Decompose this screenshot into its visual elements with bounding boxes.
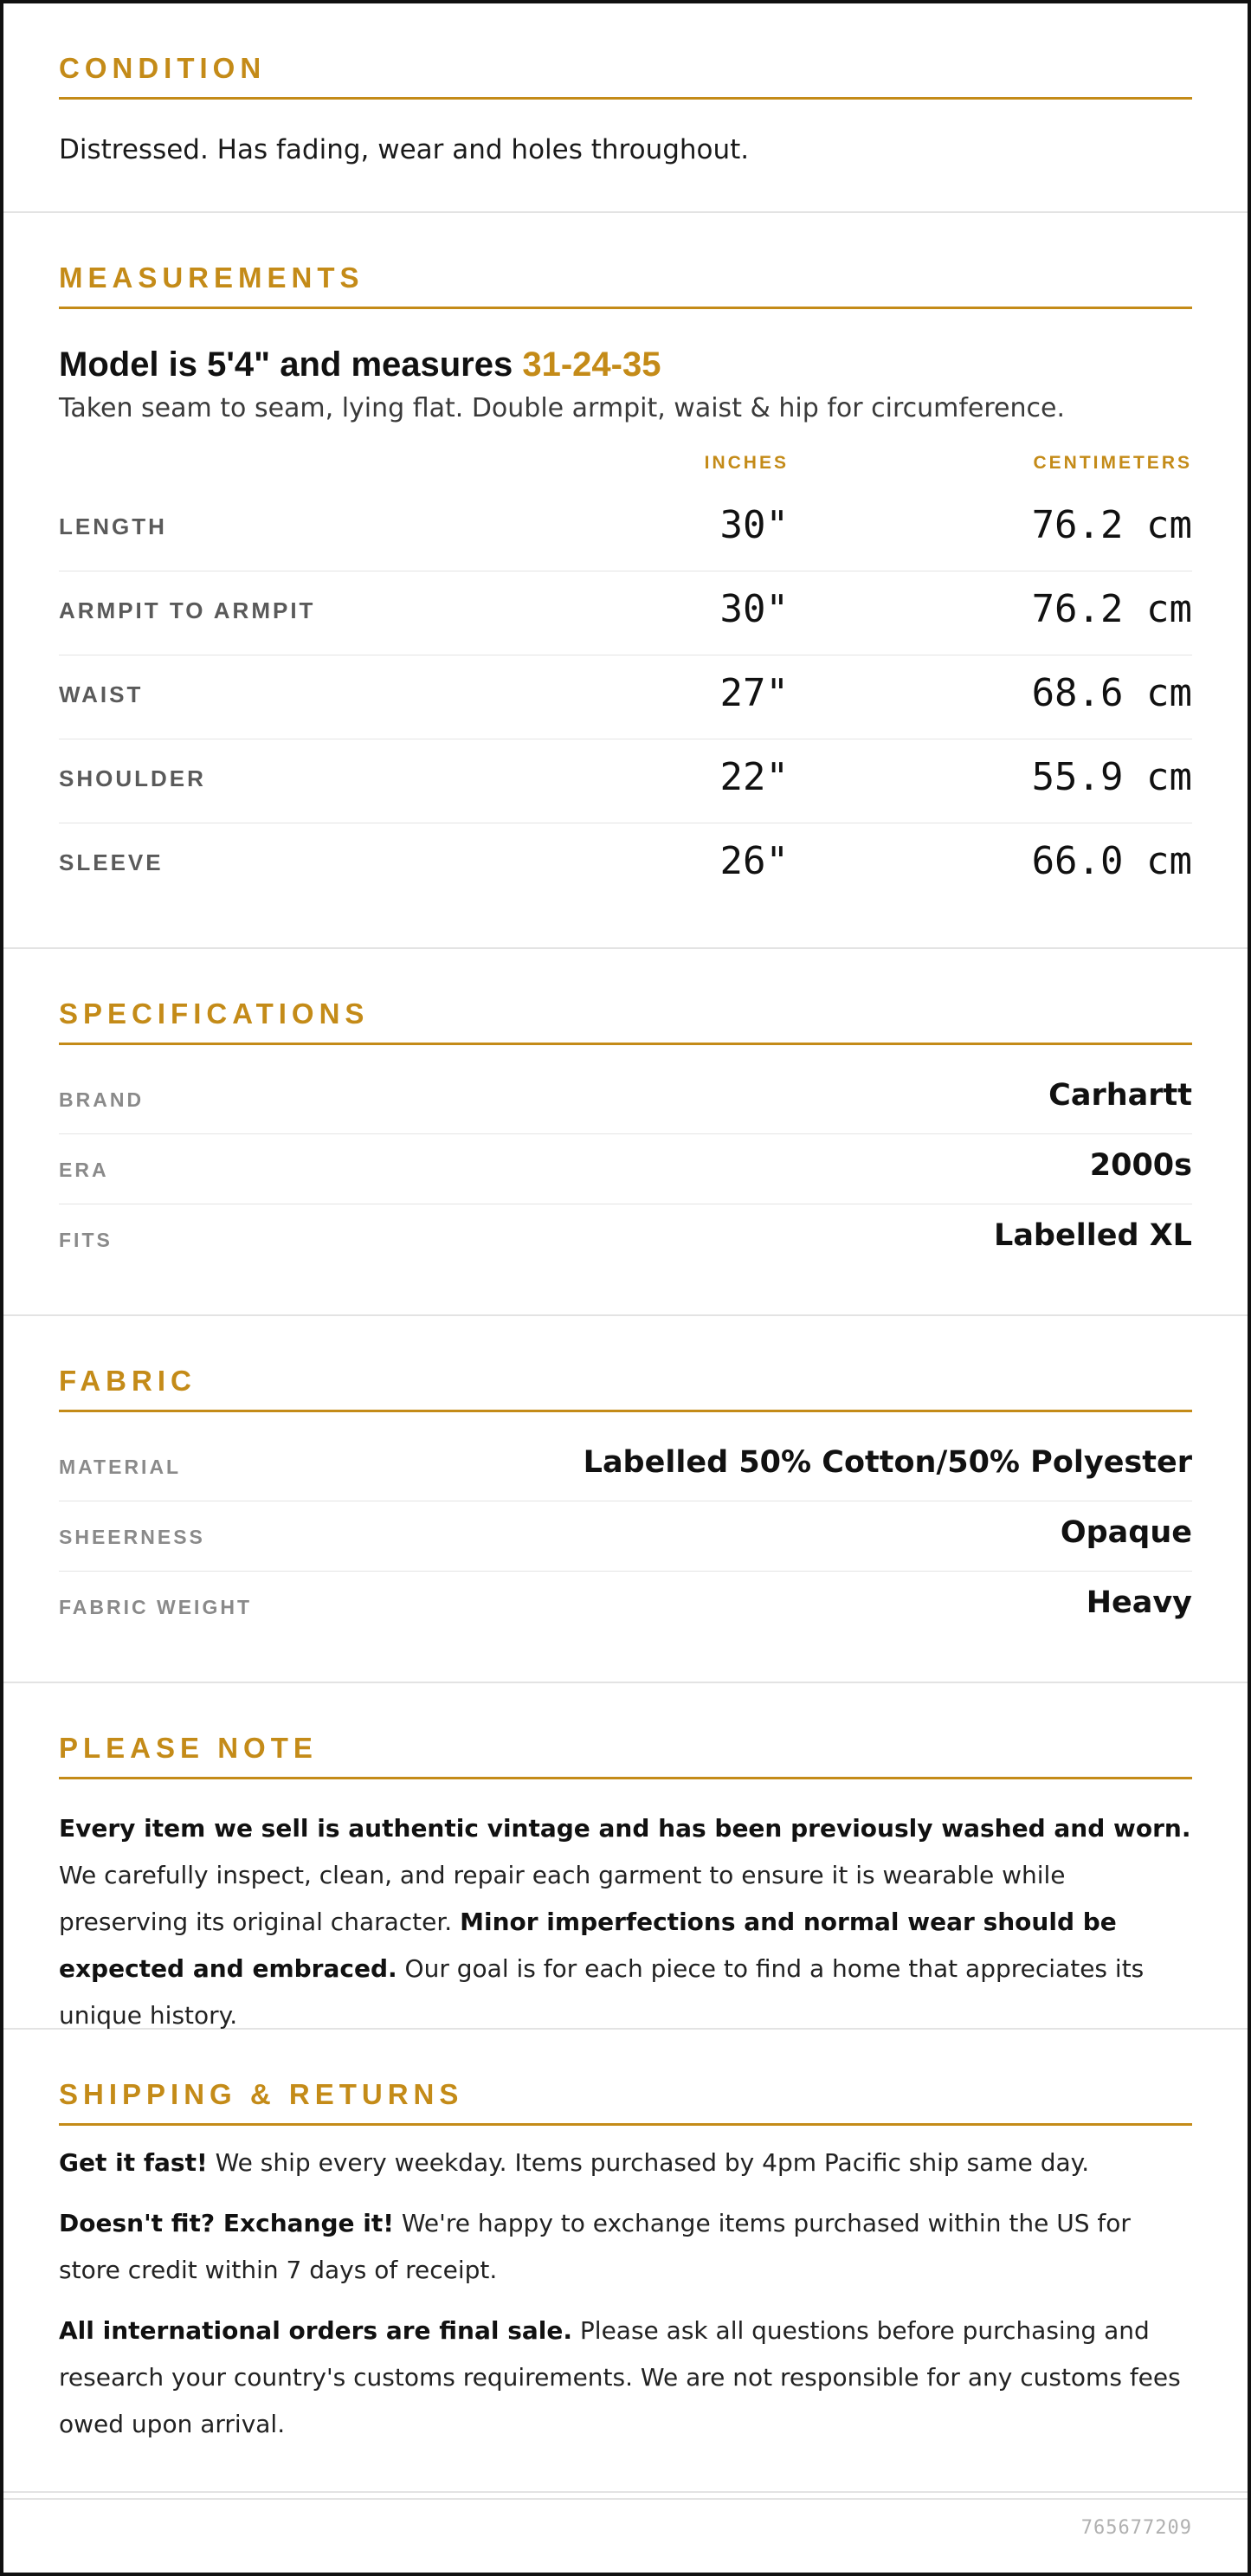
- please-note-section: [3, 1683, 1248, 2030]
- measurement-row-waist: [59, 655, 1192, 739]
- please-note-title: PLEASE NOTE: [59, 1732, 1192, 1779]
- measurement-cm: 76.2 cm: [1031, 587, 1192, 631]
- specifications-section: [3, 949, 1248, 1316]
- note-bold-1: Every item we sell is authentic vintage and has been previously washed and worn.: [59, 1814, 1191, 1843]
- specifications-list: [59, 1064, 1192, 1274]
- measurement-cm: 76.2 cm: [1031, 503, 1192, 547]
- measurement-inches: 30": [719, 503, 789, 547]
- shipping-bold: Get it fast!: [59, 2148, 208, 2177]
- shipping-text: We're happy to exchange items purchased within the US for store credit within 7 days of receipt.: [59, 2209, 1131, 2284]
- condition-section: [3, 3, 1248, 213]
- measurement-inches: 22": [719, 755, 789, 799]
- note-bold-2: Minor imperfections and normal wear should be expected and embraced.: [59, 1908, 1117, 1983]
- measurement-inches: 26": [719, 839, 789, 883]
- shipping-title: SHIPPING & RETURNS: [59, 2078, 1192, 2126]
- fabric-title: FABRIC: [59, 1365, 1192, 1412]
- measurement-label: SLEEVE: [59, 849, 164, 875]
- note-text-2: Our goal is for each piece to find a home that appreciates its unique history.: [59, 1954, 1145, 2030]
- shipping-paragraph-fast: [59, 2140, 1192, 2186]
- measurement-label: LENGTH: [59, 513, 167, 539]
- measurement-cm: 55.9 cm: [1031, 755, 1192, 799]
- please-note-text: [59, 1805, 1192, 2039]
- condition-title: CONDITION: [59, 52, 1192, 100]
- fabric-row-weight: [59, 1572, 1192, 1641]
- specifications-title: SPECIFICATIONS: [59, 997, 1192, 1045]
- model-measures-line: [59, 345, 1192, 384]
- measurement-cm: 66.0 cm: [1031, 839, 1192, 883]
- fabric-section: [3, 1316, 1248, 1683]
- measurement-inches: 30": [719, 587, 789, 631]
- fabric-row-sheerness: [59, 1501, 1192, 1572]
- inches-column-header: INCHES: [704, 453, 789, 473]
- spec-value: Carhartt: [1048, 1078, 1192, 1113]
- fabric-key: SHEERNESS: [59, 1526, 205, 1548]
- fabric-key: MATERIAL: [59, 1456, 182, 1478]
- measurement-row-sleeve: [59, 823, 1192, 907]
- spec-key: FITS: [59, 1229, 113, 1251]
- shipping-returns-section: [3, 2030, 1248, 2500]
- fabric-value: Opaque: [1060, 1515, 1192, 1550]
- measurement-row-length: [59, 487, 1192, 571]
- fabric-key: FABRIC WEIGHT: [59, 1596, 252, 1618]
- shipping-bold: Doesn't fit? Exchange it!: [59, 2209, 394, 2237]
- measurement-method-note: Taken seam to seam, lying flat. Double armpit, waist & hip for circumference.: [59, 393, 1066, 423]
- shipping-bold: All international orders are final sale.: [59, 2316, 573, 2345]
- spec-row-fits: [59, 1204, 1192, 1274]
- spec-key: BRAND: [59, 1088, 145, 1111]
- measurement-cm: 68.6 cm: [1031, 671, 1192, 715]
- measurement-label: ARMPIT TO ARMPIT: [59, 597, 316, 623]
- fabric-list: [59, 1431, 1192, 1641]
- centimeters-column-header: CENTIMETERS: [1033, 453, 1192, 473]
- measurements-section: [3, 213, 1248, 949]
- measurement-row-shoulder: [59, 739, 1192, 823]
- measurement-label: WAIST: [59, 681, 144, 707]
- measurements-title: MEASUREMENTS: [59, 261, 1192, 309]
- spec-key: ERA: [59, 1159, 109, 1181]
- footer: [3, 2491, 1248, 2573]
- sku-number: 765677209: [1080, 2517, 1192, 2539]
- measurement-row-armpit-to-armpit: [59, 571, 1192, 655]
- measurement-label: SHOULDER: [59, 765, 206, 791]
- fabric-value: Heavy: [1086, 1585, 1192, 1620]
- model-measures-prefix: Model is 5'4" and measures: [59, 345, 523, 384]
- spec-row-era: [59, 1134, 1192, 1204]
- spec-value: 2000s: [1089, 1148, 1192, 1183]
- model-measures-value: 31-24-35: [522, 345, 661, 384]
- shipping-text: Please ask all questions before purchasing and research your country's customs requirements. We are not responsible for any customs fees owed upon arrival.: [59, 2316, 1181, 2438]
- shipping-paragraph-exchange: [59, 2200, 1192, 2294]
- measurement-inches: 27": [719, 671, 789, 715]
- fabric-row-material: [59, 1431, 1192, 1501]
- measurements-table: [59, 487, 1192, 907]
- condition-text: Distressed. Has fading, wear and holes throughout.: [59, 134, 750, 165]
- note-text-1: We carefully inspect, clean, and repair each garment to ensure it is wearable while preserving its original character.: [59, 1861, 1066, 1936]
- measurements-table-header: [59, 453, 1192, 487]
- shipping-paragraph-international: [59, 2308, 1192, 2448]
- spec-row-brand: [59, 1064, 1192, 1134]
- shipping-text: We ship every weekday. Items purchased by 4pm Pacific ship same day.: [207, 2148, 1090, 2177]
- spec-value: Labelled XL: [994, 1218, 1192, 1253]
- fabric-value: Labelled 50% Cotton/50% Polyester: [583, 1445, 1192, 1480]
